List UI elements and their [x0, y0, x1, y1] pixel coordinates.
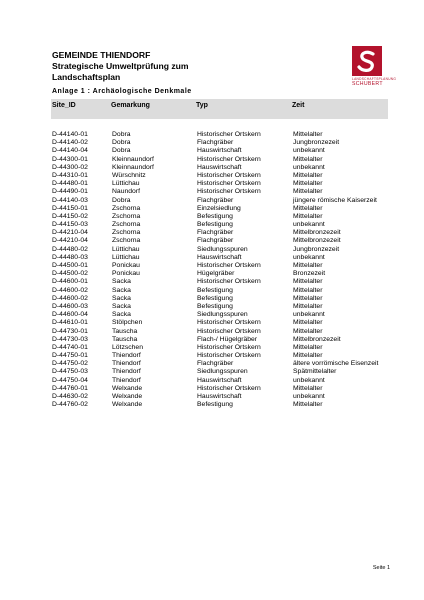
table-row	[52, 229, 392, 237]
cell-gemarkung: Welxande	[112, 384, 143, 392]
cell-zeit: Mittelalter	[293, 188, 323, 196]
cell-zeit: Mittelalter	[293, 384, 323, 392]
cell-zeit: Mittelalter	[293, 212, 323, 220]
cell-gemarkung: Ponickau	[112, 270, 140, 278]
table-header	[51, 99, 388, 119]
cell-typ: Historischer Ortskern	[197, 319, 261, 327]
table-row	[52, 139, 392, 147]
cell-typ: Hügelgräber	[197, 270, 235, 278]
cell-gemarkung: Tauscha	[112, 327, 138, 335]
cell-gemarkung: Thiendorf	[112, 376, 141, 384]
cell-site-id: D-44750-04	[52, 376, 88, 384]
cell-site-id: D-44750-03	[52, 368, 88, 376]
cell-zeit: Mittelalter	[293, 204, 323, 212]
table-row	[52, 311, 392, 319]
cell-zeit: Mittelalter	[293, 327, 323, 335]
table-row	[52, 287, 392, 295]
cell-gemarkung: Lüttichau	[112, 245, 140, 253]
cell-site-id: D-44600-02	[52, 294, 88, 302]
cell-gemarkung: Thiendorf	[112, 368, 141, 376]
cell-typ: Siedlungsspuren	[197, 311, 248, 319]
cell-zeit: unbekannt	[293, 147, 325, 155]
cell-site-id: D-44140-04	[52, 147, 88, 155]
table-row	[52, 164, 392, 172]
cell-gemarkung: Lüttichau	[112, 180, 140, 188]
table-row	[52, 197, 392, 205]
cell-typ: Siedlungsspuren	[197, 245, 248, 253]
cell-zeit: Mittelalter	[293, 294, 323, 302]
table-row	[52, 262, 392, 270]
cell-site-id: D-44210-04	[52, 229, 88, 237]
cell-gemarkung: Ponickau	[112, 262, 140, 269]
table-row	[52, 180, 392, 188]
cell-site-id: D-44300-01	[52, 155, 88, 163]
cell-typ: Flach-/ Hügelgräber	[197, 335, 258, 343]
cell-zeit: Mittelbronzezeit	[293, 335, 341, 343]
company-logo	[352, 46, 397, 90]
cell-typ: Flachgräber	[197, 139, 234, 147]
cell-gemarkung: Naundorf	[112, 188, 140, 196]
cell-typ: Befestigung	[197, 294, 233, 302]
cell-site-id: D-44480-01	[52, 180, 88, 188]
cell-site-id: D-44150-02	[52, 212, 88, 220]
cell-typ: Historischer Ortskern	[197, 327, 261, 335]
cell-site-id: D-44730-01	[52, 327, 88, 335]
table-row	[52, 377, 392, 385]
page-number: Seite 1	[372, 565, 390, 571]
cell-gemarkung: Zschorna	[112, 237, 141, 245]
cell-zeit: Mittelalter	[293, 401, 323, 409]
table-row	[52, 393, 392, 401]
document-header	[52, 50, 312, 83]
cell-typ: Befestigung	[197, 286, 233, 294]
cell-zeit: Mittelalter	[293, 155, 323, 163]
cell-gemarkung: Dobra	[112, 131, 131, 138]
cell-typ: Befestigung	[197, 221, 233, 229]
cell-zeit: Mittelalter	[293, 343, 323, 351]
table-row	[52, 237, 392, 245]
logo-subtitle: LANDSCHAFTSPLANUNG	[352, 77, 397, 81]
cell-zeit: Spätmittelalter	[293, 368, 337, 376]
cell-typ: Historischer Ortskern	[197, 171, 261, 179]
cell-typ: Hauswirtschaft	[197, 163, 242, 171]
cell-typ: Hauswirtschaft	[197, 393, 242, 400]
cell-gemarkung: Zschorna	[112, 221, 141, 229]
cell-typ: Befestigung	[197, 212, 233, 220]
cell-site-id: D-44490-01	[52, 188, 88, 196]
table-row	[52, 246, 392, 254]
cell-gemarkung: Thiendorf	[112, 360, 141, 368]
table-row	[52, 360, 392, 368]
cell-gemarkung: Kleinnaundorf	[112, 155, 154, 163]
cell-typ: Historischer Ortskern	[197, 352, 261, 360]
header-gemarkung: Gemarkung	[111, 102, 150, 109]
cell-typ: Hauswirtschaft	[197, 253, 242, 261]
cell-zeit: unbekannt	[293, 311, 325, 319]
cell-gemarkung: Kleinnaundorf	[112, 163, 154, 171]
cell-site-id: D-44750-02	[52, 360, 88, 368]
cell-gemarkung: Sacka	[112, 286, 131, 294]
table-row	[52, 401, 392, 409]
cell-typ: Flachgräber	[197, 360, 234, 368]
cell-site-id: D-44140-01	[52, 131, 88, 138]
cell-zeit: Mittelbronzezeit	[293, 229, 341, 237]
cell-site-id: D-44140-02	[52, 139, 88, 147]
cell-typ: Historischer Ortskern	[197, 180, 261, 188]
cell-typ: Flachgräber	[197, 196, 234, 204]
cell-gemarkung: Tauscha	[112, 335, 138, 343]
cell-zeit: unbekannt	[293, 376, 325, 384]
cell-zeit: Jungbronzezeit	[293, 245, 340, 253]
cell-site-id: D-44480-03	[52, 253, 88, 261]
header-site-id: Site_ID	[52, 102, 76, 109]
cell-site-id: D-44610-01	[52, 319, 88, 327]
table-row	[52, 254, 392, 262]
cell-zeit: Mittelalter	[293, 171, 323, 179]
cell-typ: Historischer Ortskern	[197, 131, 261, 138]
cell-site-id: D-44300-02	[52, 163, 88, 171]
cell-zeit: Mittelalter	[293, 302, 323, 310]
table-row	[52, 131, 392, 139]
cell-site-id: D-44140-03	[52, 196, 88, 204]
cell-typ: Historischer Ortskern	[197, 384, 261, 392]
table-row	[52, 213, 392, 221]
logo-mark-icon	[352, 46, 382, 76]
cell-zeit: Mittelalter	[293, 278, 323, 286]
cell-gemarkung: Sacka	[112, 278, 131, 286]
cell-zeit: Mittelalter	[293, 131, 323, 138]
table-row	[52, 352, 392, 360]
table-row	[52, 278, 392, 286]
cell-zeit: unbekannt	[293, 393, 325, 400]
cell-typ: Siedlungsspuren	[197, 368, 248, 376]
document-subtitle-1: Strategische Umweltprüfung zum	[52, 61, 189, 71]
table-row	[52, 385, 392, 393]
table-row	[52, 368, 392, 376]
cell-zeit: jüngere römische Kaiserzeit	[293, 196, 377, 204]
cell-zeit: Mittelalter	[293, 180, 323, 188]
cell-zeit: unbekannt	[293, 163, 325, 171]
cell-gemarkung: Sacka	[112, 311, 131, 319]
table-row	[52, 156, 392, 164]
header-zeit: Zeit	[292, 102, 305, 109]
cell-typ: Befestigung	[197, 302, 233, 310]
cell-typ: Historischer Ortskern	[197, 155, 261, 163]
cell-gemarkung: Zschorna	[112, 204, 141, 212]
cell-typ: Flachgräber	[197, 229, 234, 237]
cell-site-id: D-44760-01	[52, 384, 88, 392]
cell-site-id: D-44630-02	[52, 393, 88, 400]
cell-site-id: D-44210-04	[52, 237, 88, 245]
cell-zeit: Mittelalter	[293, 286, 323, 294]
table-row	[52, 221, 392, 229]
cell-site-id: D-44600-03	[52, 302, 88, 310]
cell-gemarkung: Würschnitz	[112, 171, 146, 179]
section-title: Anlage 1 : Archäologische Denkmale	[52, 88, 192, 95]
table-row	[52, 188, 392, 196]
cell-site-id: D-44760-02	[52, 401, 88, 409]
table-row	[52, 328, 392, 336]
cell-gemarkung: Sacka	[112, 302, 131, 310]
table-row	[52, 147, 392, 155]
cell-gemarkung: Zschorna	[112, 229, 141, 237]
cell-site-id: D-44750-01	[52, 352, 88, 360]
table-row	[52, 270, 392, 278]
cell-typ: Hauswirtschaft	[197, 376, 242, 384]
cell-gemarkung: Welxande	[112, 393, 143, 400]
cell-gemarkung: Dobra	[112, 147, 131, 155]
logo-name: SCHUBERT	[352, 81, 383, 87]
cell-zeit: Mittelalter	[293, 352, 323, 360]
table-row	[52, 303, 392, 311]
cell-gemarkung: Lötzschen	[112, 343, 143, 351]
cell-zeit: Mittelalter	[293, 319, 323, 327]
cell-zeit: Bronzezeit	[293, 270, 326, 278]
table-row	[52, 172, 392, 180]
cell-site-id: D-44500-01	[52, 262, 88, 269]
table-row	[52, 319, 392, 327]
cell-gemarkung: Welxande	[112, 401, 143, 409]
cell-site-id: D-44150-03	[52, 221, 88, 229]
table-row	[52, 205, 392, 213]
cell-gemarkung: Lüttichau	[112, 253, 140, 261]
cell-site-id: D-44600-01	[52, 278, 88, 286]
cell-typ: Flachgräber	[197, 237, 234, 245]
cell-typ: Einzelsiedlung	[197, 204, 241, 212]
cell-gemarkung: Sacka	[112, 294, 131, 302]
cell-typ: Historischer Ortskern	[197, 188, 261, 196]
cell-site-id: D-44480-02	[52, 245, 88, 253]
cell-site-id: D-44310-01	[52, 171, 88, 179]
cell-typ: Hauswirtschaft	[197, 147, 242, 155]
table-body	[52, 131, 392, 409]
cell-typ: Historischer Ortskern	[197, 262, 261, 269]
cell-site-id: D-44150-01	[52, 204, 88, 212]
cell-zeit: Mittelbronzezeit	[293, 237, 341, 245]
table-row	[52, 344, 392, 352]
cell-site-id: D-44500-02	[52, 270, 88, 278]
header-typ: Typ	[196, 102, 208, 109]
cell-site-id: D-44730-03	[52, 335, 88, 343]
cell-gemarkung: Thiendorf	[112, 352, 141, 360]
cell-typ: Historischer Ortskern	[197, 278, 261, 286]
cell-zeit: unbekannt	[293, 253, 325, 261]
cell-site-id: D-44600-04	[52, 311, 88, 319]
cell-gemarkung: Dobra	[112, 196, 131, 204]
cell-gemarkung: Stölpchen	[112, 319, 143, 327]
cell-typ: Historischer Ortskern	[197, 343, 261, 351]
cell-zeit: unbekannt	[293, 221, 325, 229]
document-subtitle-2: Landschaftsplan	[52, 72, 121, 82]
table-row	[52, 336, 392, 344]
cell-zeit: Mittelalter	[293, 262, 323, 269]
cell-gemarkung: Dobra	[112, 139, 131, 147]
cell-site-id: D-44740-01	[52, 343, 88, 351]
table-row	[52, 295, 392, 303]
cell-typ: Befestigung	[197, 401, 233, 409]
cell-zeit: ältere vorrömische Eisenzeit	[293, 360, 379, 368]
cell-site-id: D-44600-02	[52, 286, 88, 294]
cell-gemarkung: Zschorna	[112, 212, 141, 220]
municipality-title: GEMEINDE THIENDORF	[52, 50, 151, 60]
cell-zeit: Jungbronzezeit	[293, 139, 340, 147]
